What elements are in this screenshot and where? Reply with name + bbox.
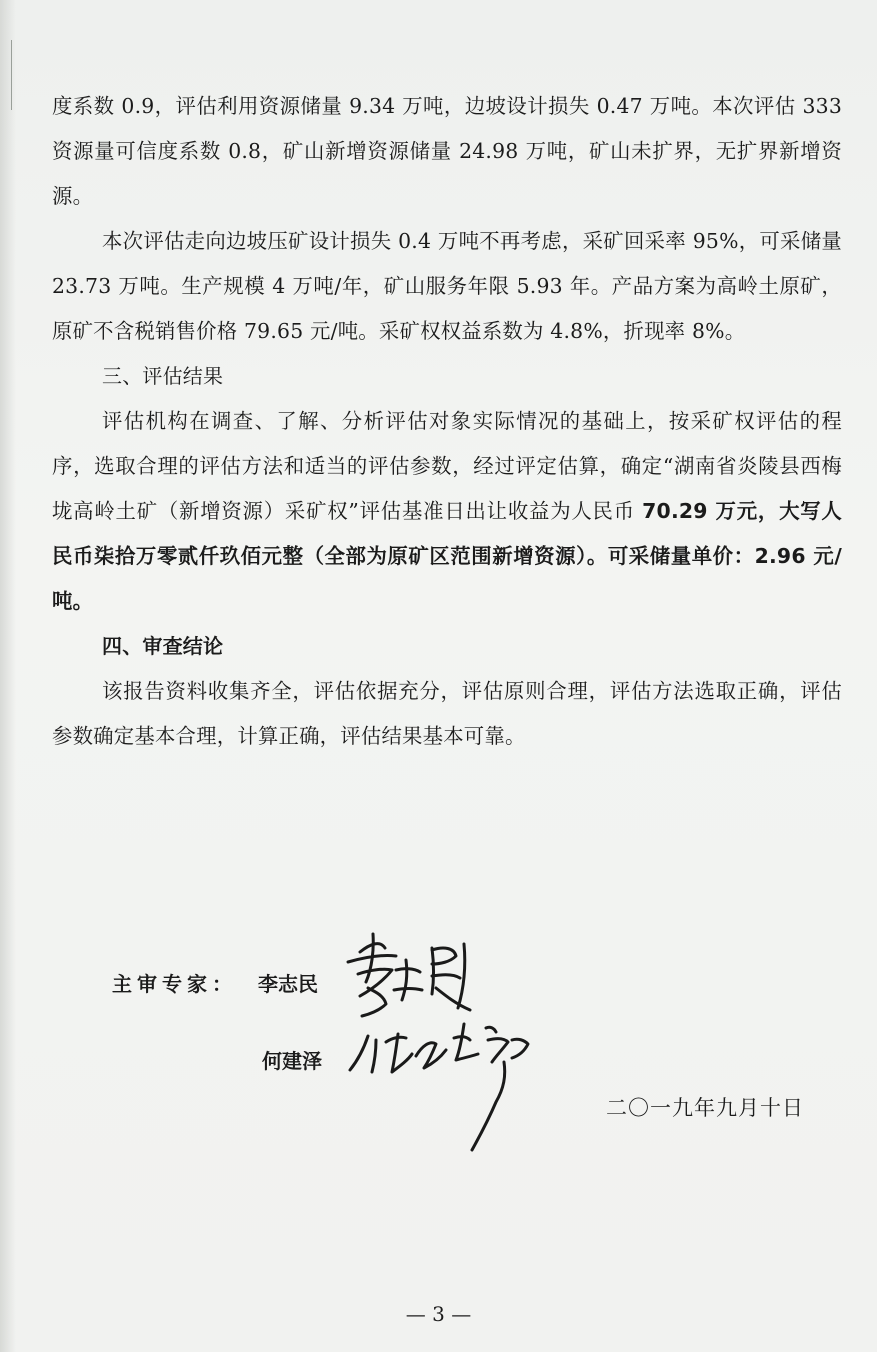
paragraph-review-conclusion: 该报告资料收集齐全，评估依据充分，评估原则合理，评估方法选取正确，评估参数确定基本合理，计算正确，评估结果基本可靠。 [52,679,842,748]
paragraph-reserves: 度系数 0.9，评估利用资源储量 9.34 万吨，边坡设计损失 0.47 万吨。本次评估 333 资源量可信度系数 0.8，矿山新增资源储量 24.98 万吨，矿山未扩界，无扩界新增资源。 [52,94,842,208]
body-text [52,84,842,759]
evaluation-result-text: 评估机构在调查、了解、分析评估对象实际情况的基础上，按采矿权评估的程序，选取合理的评估方法和适当的评估参数，经过评定估算，确定“湖南省炎陵县西梅垅高岭土矿（新增资源）采矿权”评估基准日出让收益为人民币 [52,409,842,523]
page-number: — 3 — [405,1302,472,1326]
document-date: 二〇一九年九月十日 [606,1096,804,1120]
paper-edge-shadow [0,0,16,1352]
section-heading-evaluation-result: 三、评估结果 [102,364,224,388]
paragraph-recovery: 本次评估走向边坡压矿设计损失 0.4 万吨不再考虑，采矿回采率 95%，可采储量 23.73 万吨。生产规模 4 万吨/年，矿山服务年限 5.93 年。产品方案为高岭土原矿，原矿不含税销售价格 79.65 元/吨。采矿权权益系数为 4.8%，折现率 8%。 [52,229,842,343]
section-heading-review-conclusion: 四、审查结论 [102,634,224,658]
handwritten-signature-1 [340,930,480,1020]
chief-reviewer-label: 主审专家： [112,972,237,996]
reviewer-name-2: 何建泽 [262,1049,322,1073]
paragraph-evaluation-result [52,399,842,624]
handwritten-signature-2 [346,1010,546,1160]
evaluation-result-amount: 70.29 万元，大写人民币柒拾万零贰仟玖佰元整（全部为原矿区范围新增资源）。可采储量单价：2.96 元/吨。 [52,499,843,613]
reviewer-name-1: 李志民 [258,972,318,996]
